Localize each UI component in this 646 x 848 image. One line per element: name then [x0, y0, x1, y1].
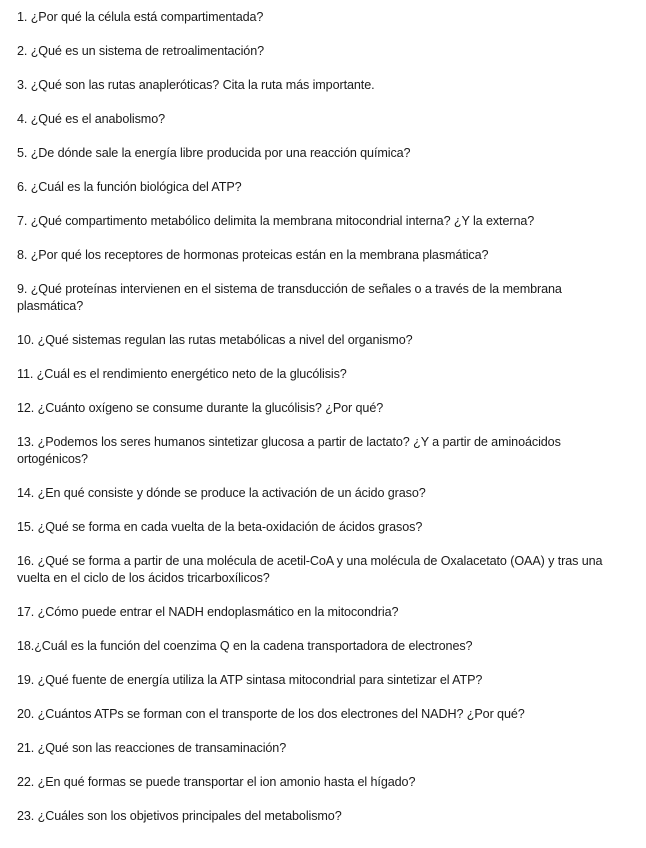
question-2: 2. ¿Qué es un sistema de retroalimentación?: [17, 44, 265, 58]
question-18: 18.¿Cuál es la función del coenzima Q en la cadena transportadora de electrones?: [17, 639, 473, 653]
question-20: 20. ¿Cuántos ATPs se forman con el transporte de los dos electrones del NADH? ¿Por qué?: [17, 707, 525, 721]
question-11: 11. ¿Cuál es el rendimiento energético neto de la glucólisis?: [17, 367, 347, 381]
question-5: 5. ¿De dónde sale la energía libre producida por una reacción química?: [17, 146, 411, 160]
question-list: [17, 9, 629, 825]
question-10: 10. ¿Qué sistemas regulan las rutas metabólicas a nivel del organismo?: [17, 333, 413, 347]
question-21: 21. ¿Qué son las reacciones de transaminación?: [17, 741, 287, 755]
question-1: 1. ¿Por qué la célula está compartimentada?: [17, 10, 264, 24]
question-14: 14. ¿En qué consiste y dónde se produce la activación de un ácido graso?: [17, 486, 426, 500]
question-16: 16. ¿Qué se forma a partir de una molécula de acetil-CoA y una molécula de Oxalacetato (OAA) y tras una vuelta en el ciclo de los ácidos tricarboxílicos?: [17, 554, 603, 585]
question-23: 23. ¿Cuáles son los objetivos principales del metabolismo?: [17, 809, 342, 823]
question-8: 8. ¿Por qué los receptores de hormonas proteicas están en la membrana plasmática?: [17, 248, 489, 262]
question-13: 13. ¿Podemos los seres humanos sintetizar glucosa a partir de lactato? ¿Y a partir de aminoácidos ortogénicos?: [17, 435, 561, 466]
question-6: 6. ¿Cuál es la función biológica del ATP?: [17, 180, 242, 194]
question-22: 22. ¿En qué formas se puede transportar el ion amonio hasta el hígado?: [17, 775, 416, 789]
question-3: 3. ¿Qué son las rutas anapleróticas? Cita la ruta más importante.: [17, 78, 375, 92]
question-15: 15. ¿Qué se forma en cada vuelta de la beta-oxidación de ácidos grasos?: [17, 520, 423, 534]
question-7: 7. ¿Qué compartimento metabólico delimita la membrana mitocondrial interna? ¿Y la externa?: [17, 214, 535, 228]
question-12: 12. ¿Cuánto oxígeno se consume durante la glucólisis? ¿Por qué?: [17, 401, 384, 415]
question-19: 19. ¿Qué fuente de energía utiliza la ATP sintasa mitocondrial para sintetizar el ATP?: [17, 673, 483, 687]
question-4: 4. ¿Qué es el anabolismo?: [17, 112, 166, 126]
question-17: 17. ¿Cómo puede entrar el NADH endoplasmático en la mitocondria?: [17, 605, 399, 619]
question-9: 9. ¿Qué proteínas intervienen en el sistema de transducción de señales o a través de la membrana plasmática?: [17, 282, 562, 313]
